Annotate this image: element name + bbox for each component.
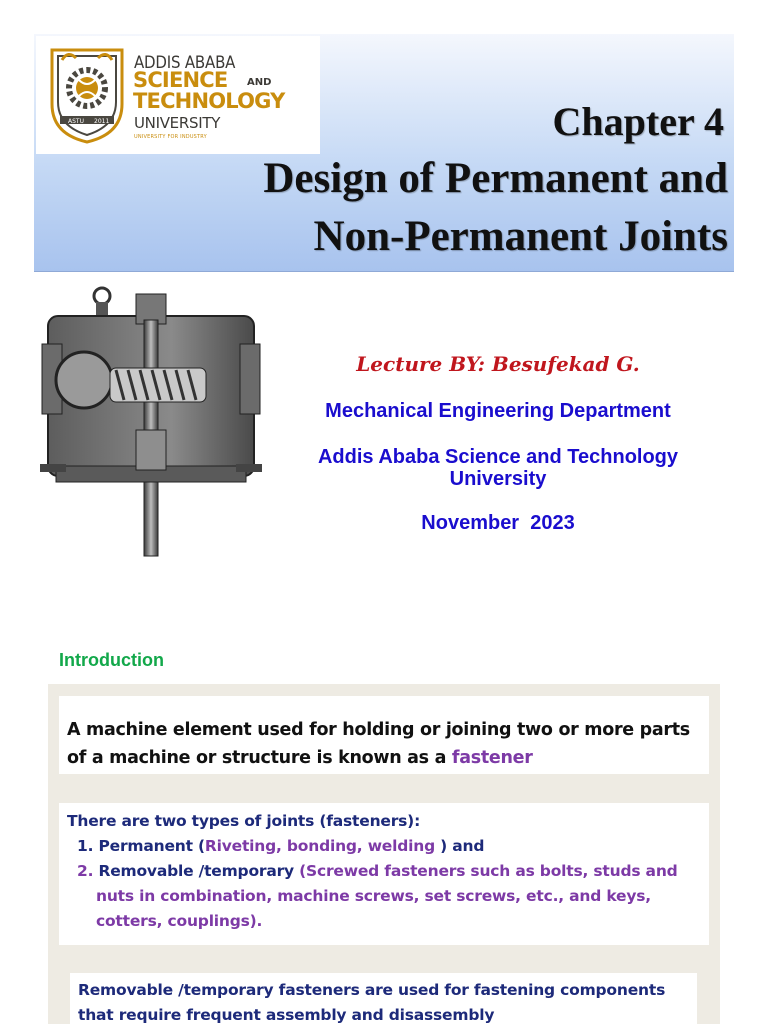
logo-text-technology: TECHNOLOGY xyxy=(133,89,285,113)
permanent-examples: Riveting, bonding, welding xyxy=(204,837,435,855)
university-name xyxy=(278,446,718,490)
logo-text-addis-ababa: ADDIS ABABA xyxy=(134,52,236,73)
removable-examples-l3: cotters, couplings). xyxy=(96,912,263,930)
removable-note-line1: Removable /temporary fasteners are used for fastening components xyxy=(78,981,666,999)
joint-type-removable: 2. Removable /temporary (Screwed fasteners such as bolts, studs and xyxy=(77,862,678,880)
logo-text-university: UNIVERSITY xyxy=(134,114,221,132)
definition-line1: A machine element used for holding or joining two or more parts xyxy=(67,720,690,740)
logo-text-and: AND xyxy=(247,77,272,88)
definition-line2: of a machine or structure is known as a fastener xyxy=(67,748,533,768)
university-name-line1: Addis Ababa Science and Technology xyxy=(317,446,679,468)
slide-title-line1: Design of Permanent and xyxy=(263,155,728,202)
chapter-number: Chapter 4 xyxy=(552,99,724,144)
removable-examples-l1: (Screwed fasteners such as bolts, studs and xyxy=(299,862,678,880)
lecturer-name: Lecture BY: Besufekad G. xyxy=(356,352,640,376)
joint-types-card xyxy=(59,803,709,945)
joint-type-permanent: 1. Permanent (Riveting, bonding, welding ) and xyxy=(77,837,485,855)
fastener-term: fastener xyxy=(451,748,533,768)
seal-text-left: ASTU xyxy=(68,118,84,125)
lecture-date: November 2023 xyxy=(421,512,575,534)
removable-note-card xyxy=(70,973,697,1024)
removable-note-line2: that require frequent assembly and disassembly xyxy=(78,1006,495,1024)
logo-text-science: SCIENCE xyxy=(133,68,228,92)
removable-examples-l2: nuts in combination, machine screws, set screws, etc., and keys, xyxy=(96,887,651,905)
intro-heading: Introduction xyxy=(59,650,164,670)
logo-tagline: UNIVERSITY FOR INDUSTRY xyxy=(134,134,207,140)
slide-title-line2: Non-Permanent Joints xyxy=(313,213,728,260)
seal-text-right: 2011 xyxy=(94,118,110,125)
worm-gearbox-image xyxy=(40,280,262,558)
university-name-line2: University xyxy=(449,468,547,490)
university-seal-icon xyxy=(46,46,128,144)
department-name: Mechanical Engineering Department xyxy=(325,400,671,422)
joint-types-heading: There are two types of joints (fasteners): xyxy=(67,812,421,830)
definition-card xyxy=(59,696,709,774)
